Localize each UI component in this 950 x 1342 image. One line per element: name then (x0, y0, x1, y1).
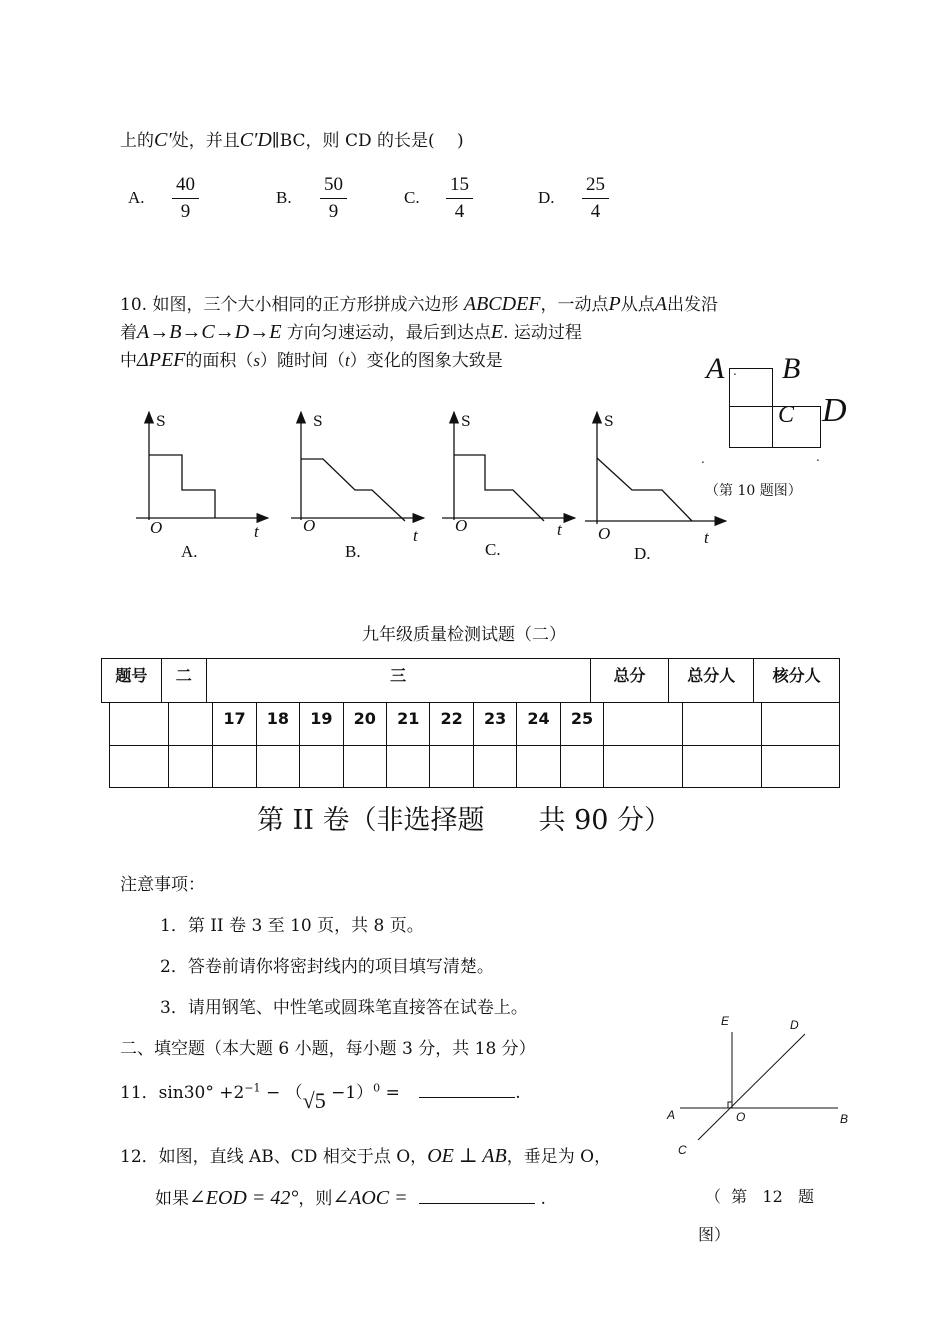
subheader-21: 21 (386, 703, 429, 746)
graph-d-origin: O (598, 524, 611, 543)
fig10-dot: . (816, 450, 820, 464)
q9-option-b-fraction: $\frac{50}{9}$ (320, 172, 347, 225)
subheader-23: 23 (473, 703, 516, 746)
subheader-18: 18 (256, 703, 299, 746)
q9-option-d-label[interactable]: D. (538, 188, 555, 207)
header-question-no: 题号 (102, 659, 162, 703)
q9-option-c-label[interactable]: C. (404, 188, 420, 207)
fig12-label-d: D (790, 1018, 799, 1032)
score-cell[interactable] (256, 746, 299, 788)
graph-c-curve (454, 455, 544, 521)
q9-option-d-fraction: $\frac{25}{4}$ (582, 172, 609, 225)
score-cell[interactable] (560, 746, 603, 788)
fig10-label-d: D (822, 392, 847, 429)
graph-d-label[interactable]: D. (634, 544, 651, 563)
q9-option-b-label[interactable]: B. (276, 188, 292, 207)
fig12-label-o: O (736, 1110, 746, 1124)
score-table-header (101, 658, 840, 703)
score-cell[interactable] (517, 746, 560, 788)
fig12-label-a: A (667, 1108, 676, 1122)
q9-option-a-label[interactable]: A. (128, 188, 145, 207)
graph-b-curve (301, 459, 405, 521)
graph-b[interactable] (291, 412, 424, 521)
graph-c-y-label: S (461, 414, 471, 430)
graph-a-y-label: S (156, 414, 166, 430)
notes-item-2: 2．答卷前请你将密封线内的项目填写清楚。 (160, 957, 494, 977)
q9-option-a-fraction: $\frac{40}{9}$ (172, 172, 199, 225)
score-cell[interactable] (761, 703, 839, 746)
score-cell[interactable] (169, 703, 213, 746)
graph-b-y-label: S (313, 414, 323, 430)
score-cell[interactable] (300, 746, 343, 788)
graph-b-origin: O (303, 516, 316, 535)
score-cell[interactable] (110, 703, 169, 746)
header-total-grader: 总分人 (669, 659, 754, 703)
score-cell[interactable] (386, 746, 429, 788)
line-cd (698, 1034, 805, 1140)
graph-a-curve (149, 455, 215, 518)
graph-d-y-label: S (604, 414, 614, 430)
score-cell[interactable] (169, 746, 213, 788)
subheader-20: 20 (343, 703, 386, 746)
q10-line-3: 中ΔPEF的面积（s）随时间（t）变化的图象大致是 (120, 349, 503, 371)
q10-graphs (0, 0, 950, 600)
graph-a-label[interactable]: A. (181, 542, 198, 561)
score-cell[interactable] (473, 746, 516, 788)
fig12-caption-2: 图） (698, 1225, 731, 1244)
graph-c-x-label: t (557, 520, 562, 539)
score-cell[interactable] (343, 746, 386, 788)
score-cell[interactable] (604, 703, 683, 746)
notes-item-1: 1．第 II 卷 3 至 10 页，共 8 页。 (160, 916, 424, 936)
score-table-body (109, 702, 840, 788)
subheader-24: 24 (517, 703, 560, 746)
fig10-label-b: B (782, 352, 801, 385)
graph-a-origin: O (150, 518, 163, 537)
graph-d-x-label: t (704, 528, 709, 547)
q12-line-2: 如果∠EOD = 42°，则∠AOC = . (155, 1187, 546, 1209)
score-cell[interactable] (683, 703, 762, 746)
q11-answer-blank[interactable] (419, 1097, 515, 1098)
fig12-label-e: E (721, 1014, 730, 1028)
score-cell[interactable] (213, 746, 256, 788)
part2-title: 二、填空题（本大题 6 小题，每小题 3 分，共 18 分） (120, 1039, 536, 1059)
q12-line-1: 12．如图，直线 AB、CD 相交于点 O，OE ⊥ AB，垂足为 O， (120, 1145, 612, 1167)
subheader-25: 25 (560, 703, 603, 746)
q12-figure (660, 1010, 860, 1160)
fig10-dot: . (701, 452, 705, 466)
fig12-label-c: C (678, 1143, 687, 1157)
subheader-22: 22 (430, 703, 473, 746)
graph-b-label[interactable]: B. (345, 542, 361, 561)
q12-answer-blank[interactable] (419, 1203, 535, 1204)
score-cell[interactable] (110, 746, 169, 788)
notes-title: 注意事项： (120, 875, 205, 895)
q10-line-1: 10. 如图，三个大小相同的正方形拼成六边形 ABCDEF，一动点P从点A出发沿 (120, 293, 718, 315)
graph-b-x-label: t (413, 526, 418, 545)
header-part-3: 三 (206, 659, 590, 703)
score-cell[interactable] (761, 746, 839, 788)
score-cell[interactable] (430, 746, 473, 788)
section-title: 第 II 卷（非选择题 共 90 分） (257, 805, 672, 836)
fig10-label-c: C (778, 402, 795, 428)
fig10-caption: （第 10 题图） (705, 483, 802, 499)
header-verifier: 核分人 (754, 659, 840, 703)
q9-tail-line: 上的C′处，并且C′D∥BC，则 CD 的长是( ) (120, 129, 464, 151)
graph-c-label[interactable]: C. (485, 540, 501, 559)
score-cell[interactable] (604, 746, 683, 788)
q9-option-c-fraction: $\frac{15}{4}$ (446, 172, 473, 225)
graph-a-x-label: t (254, 522, 259, 541)
fig12-label-b: B (840, 1112, 849, 1126)
header-total-score: 总分 (590, 659, 669, 703)
sqrt5: √5 (302, 1088, 326, 1113)
subheader-17: 17 (213, 703, 256, 746)
exam-title: 九年级质量检测试题（二） (362, 625, 566, 645)
graph-c-origin: O (455, 516, 468, 535)
score-cell[interactable] (683, 746, 762, 788)
q11-line: 11．$\sin 30^\circ +2^{-1} - (√5 -1)^0$ = . (120, 1081, 521, 1113)
graph-d-curve (597, 458, 692, 521)
header-part-2: 二 (161, 659, 206, 703)
fig10-label-a: A (706, 352, 725, 385)
q10-line-2: 着A→B→C→D→E 方向匀速运动，最后到达点E. 运动过程 (120, 321, 582, 343)
subheader-19: 19 (300, 703, 343, 746)
fig12-caption-1: （ 第 12 题 (705, 1187, 815, 1206)
fig10-dot: . (733, 364, 737, 378)
notes-item-3: 3．请用钢笔、中性笔或圆珠笔直接答在试卷上。 (160, 998, 528, 1018)
